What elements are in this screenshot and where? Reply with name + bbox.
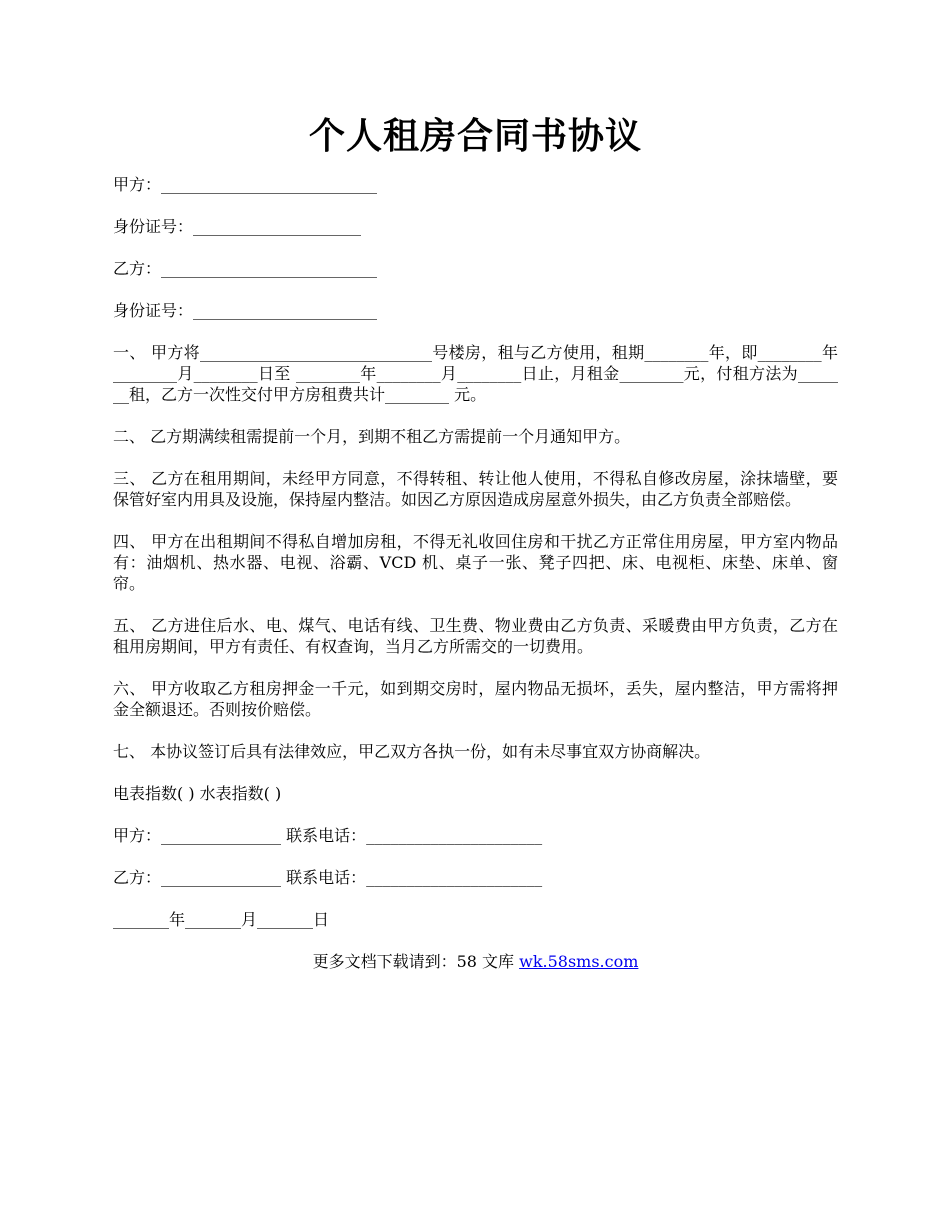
- clause-text: 甲方在出租期间不得私自增加房租，不得无礼收回住房和干扰乙方正常住用房屋，甲方室内物品有：油烟机、热水器、电视、浴霸、VCD 机、桌子一张、凳子四把、床、电视柜、床垫、床单、窗帘。: [113, 532, 838, 593]
- meter-readings: 电表指数( ) 水表指数( ): [113, 784, 282, 803]
- footer-link[interactable]: wk.58sms.com: [519, 952, 639, 971]
- party-a-id-field: 身份证号：_____________________: [113, 217, 362, 236]
- clause-4: [113, 531, 838, 594]
- signature-date: _______年_______月_______日: [113, 910, 330, 929]
- document-body: [113, 174, 838, 972]
- clause-7: [113, 741, 838, 762]
- signature-party-b: 乙方：_______________ 联系电话：______________________: [113, 868, 543, 887]
- clause-text: 乙方在租用期间，未经甲方同意，不得转租、转让他人使用，不得私自修改房屋，涂抹墙壁，要保管好室内用具及设施，保持屋内整洁。如因乙方原因造成房屋意外损失，由乙方负责全部赔偿。: [113, 469, 838, 509]
- clause-text: 甲方将_____________________________号楼房，租与乙方使用，租期________年，即________年________月________日至 ________年________月________日止，月租金________元，付租方法为_______租，乙方一次性交付甲方房租费共计________ 元。: [113, 343, 838, 404]
- clause-3: [113, 468, 838, 510]
- footer-note: [113, 951, 838, 972]
- clause-text: 乙方期满续租需提前一个月，到期不租乙方需提前一个月通知甲方。: [145, 427, 631, 446]
- clause-1: [113, 342, 838, 405]
- clause-text: 乙方进住后水、电、煤气、电话有线、卫生费、物业费由乙方负责、采暖费由甲方负责，乙方在租用房期间，甲方有责任、有权查询，当月乙方所需交的一切费用。: [113, 616, 838, 656]
- clause-5: [113, 615, 838, 657]
- clause-number: 三、: [113, 469, 146, 488]
- document-title: 个人租房合同书协议: [308, 115, 642, 157]
- party-a-field: 甲方：___________________________: [113, 175, 378, 194]
- clause-text: 本协议签订后具有法律效应，甲乙双方各执一份，如有未尽事宜双方协商解决。: [145, 742, 711, 761]
- clause-6: [113, 678, 838, 720]
- clause-number: 四、: [113, 532, 146, 551]
- footer-prefix: 更多文档下载请到：58 文库: [312, 952, 520, 971]
- clause-2: [113, 426, 838, 447]
- clause-number: 七、: [113, 742, 146, 761]
- clause-number: 一、: [113, 343, 146, 362]
- signature-party-a: 甲方：_______________ 联系电话：______________________: [113, 826, 543, 845]
- clause-number: 五、: [113, 616, 146, 635]
- clause-text: 甲方收取乙方租房押金一千元，如到期交房时，屋内物品无损坏，丢失，屋内整洁，甲方需将押金全额退还。否则按价赔偿。: [113, 679, 838, 719]
- clause-number: 六、: [113, 679, 146, 698]
- party-b-field: 乙方：___________________________: [113, 259, 378, 278]
- party-b-id-field: 身份证号：_______________________: [113, 301, 378, 320]
- clause-number: 二、: [113, 427, 146, 446]
